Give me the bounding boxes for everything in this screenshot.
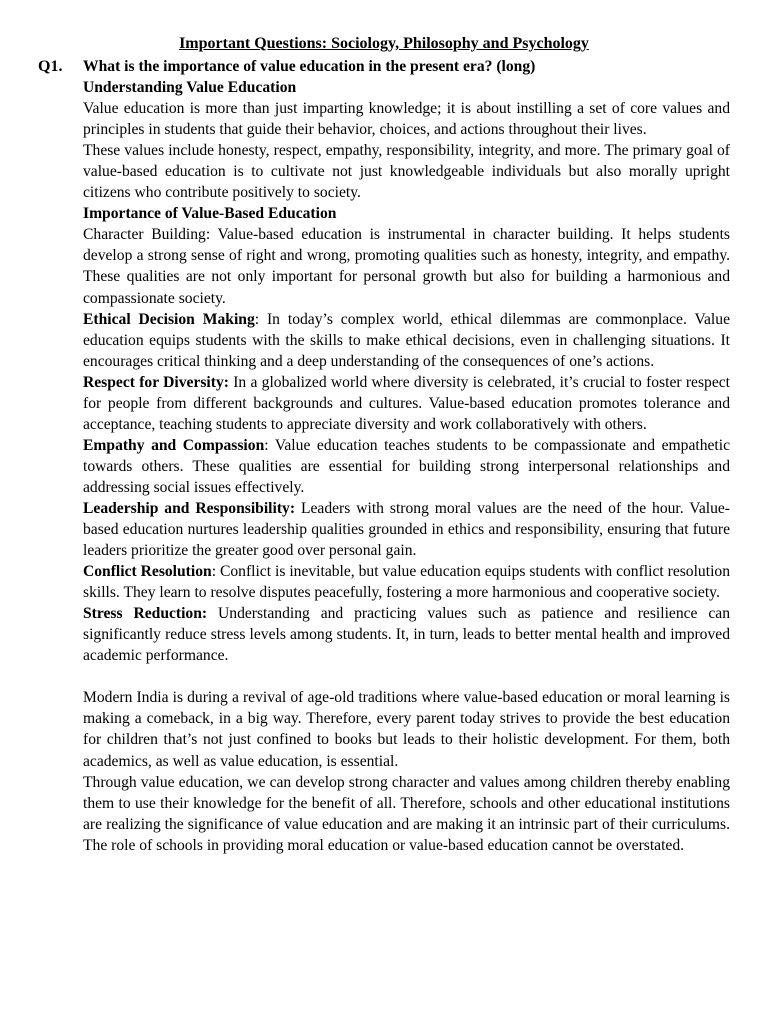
page-title-text: Important Questions: Sociology, Philosophy and Psychology <box>179 35 589 52</box>
point-text: : Conflict is inevitable, but value education equips students with conflict resolution skills. They learn to resolve disputes peacefully, fostering a more harmonious and cooperative society. <box>83 563 730 602</box>
point-text: : In today’s complex world, ethical dilemmas are commonplace. Value education equips students with the skills to make ethical decisions, even in challenging situations. It encourages critical thinking and a deep understanding of the consequences of one’s actions. <box>83 310 730 370</box>
paragraph-conclusion: Through value education, we can develop strong character and values among children thereby enabling them to use their knowledge for the benefit of all. Therefore, schools and other educational institutions are realizing the significance of value education and are making it an intrinsic part of their curriculums. The role of schools in providing moral education or value-based education cannot be overstated. <box>83 773 730 854</box>
section-heading-understanding: Understanding Value Education <box>83 79 297 97</box>
point-text: In a globalized world where diversity is celebrated, it’s crucial to foster respect for people from different backgrounds and cultures. Value-based education promotes tolerance and acceptance, teaching students to appreciate diversity and work collaboratively with others. <box>83 373 731 433</box>
point-leadership <box>83 498 730 561</box>
point-term: Stress Reduction: <box>83 605 208 623</box>
point-text: Leaders with strong moral values are the need of the hour. Value-based education nurtures leadership qualities grounded in ethics and responsibility, ensuring that future leaders prioritize the greater good over personal gain. <box>83 499 730 560</box>
point-respect-diversity <box>83 372 730 435</box>
point-text: Understanding and practicing values such as patience and resilience can significantly reduce stress levels among students. It, in turn, leads to better mental health and improved academic performance. <box>83 605 730 665</box>
blank-line <box>83 666 730 687</box>
point-term: Respect for Diversity: <box>83 373 229 391</box>
paragraph-character-building: Character Building: Value-based education is instrumental in character building. It helps students develop a strong sense of right and wrong, promoting qualities such as honesty, integrity, and empathy. These qualities are not only important for personal growth but also for building a harmonious and compassionate society. <box>83 226 730 307</box>
point-ethical-decision <box>83 309 730 372</box>
point-term: Conflict Resolution <box>83 563 212 581</box>
point-empathy <box>83 435 730 498</box>
point-term: Empathy and Compassion <box>83 436 265 454</box>
page-title <box>0 34 768 54</box>
point-term: Leadership and Responsibility: <box>83 499 296 517</box>
question-text: What is the importance of value education in the present era? (long) <box>83 58 536 75</box>
point-stress-reduction <box>83 603 730 666</box>
question-number: Q1. <box>38 58 63 75</box>
section-heading-importance: Importance of Value-Based Education <box>83 205 337 223</box>
paragraph: Value education is more than just imparting knowledge; it is about instilling a set of core values and principles in students that guide their behavior, choices, and actions throughout their lives. <box>83 100 730 139</box>
point-term: Ethical Decision Making <box>83 310 255 328</box>
paragraph-modern-india: Modern India is during a revival of age-old traditions where value-based education or moral learning is making a comeback, in a big way. Therefore, every parent today strives to provide the best education for children that’s not just confined to books but leads to their holistic development. For them, both academics, as well as value education, is essential. <box>83 689 730 770</box>
document-body <box>83 56 730 856</box>
paragraph: These values include honesty, respect, empathy, responsibility, integrity, and more. The primary goal of value-based education is to cultivate not just knowledgeable individuals but also morally upright citizens who contribute positively to society. <box>83 142 730 202</box>
point-conflict-resolution <box>83 561 730 603</box>
point-text: : Value education teaches students to be compassionate and empathetic towards others. These qualities are essential for building strong interpersonal relationships and addressing social issues effectively. <box>83 436 731 496</box>
